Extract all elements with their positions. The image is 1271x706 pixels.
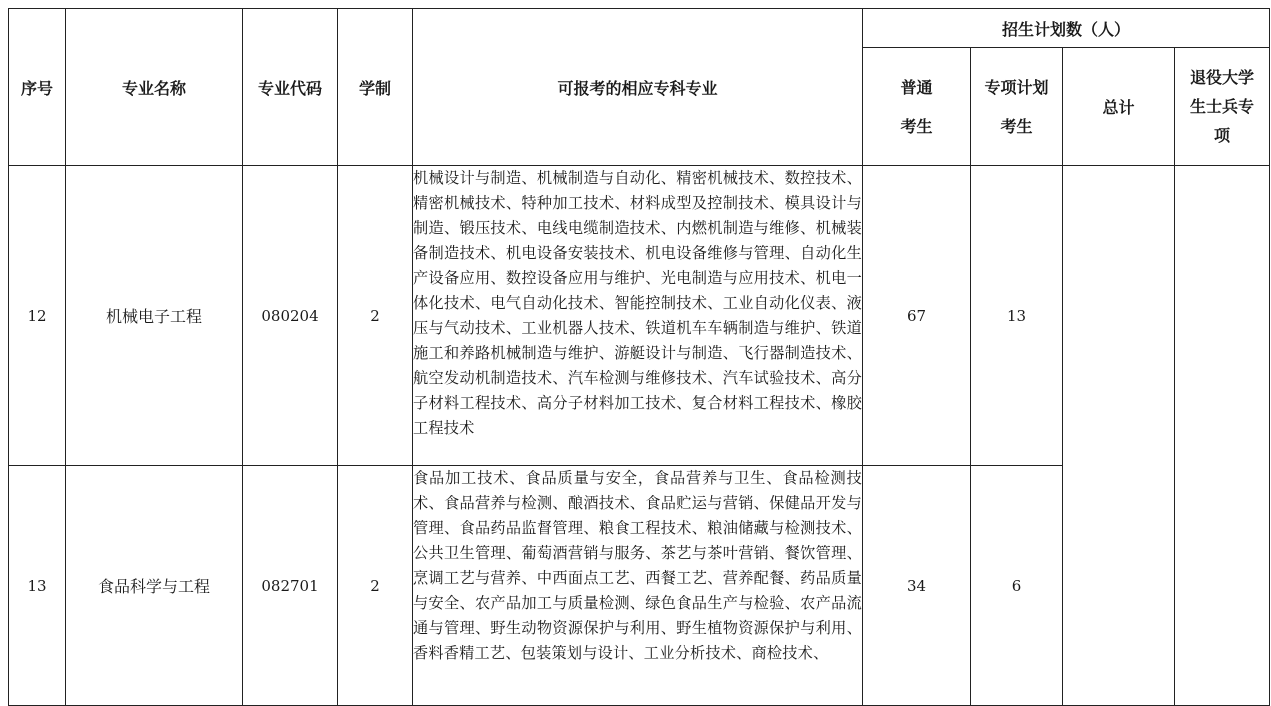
total-cell	[1063, 166, 1175, 706]
header-regular	[863, 48, 971, 166]
row-index: 13	[9, 466, 66, 706]
header-plan-group: 招生计划数（人）	[863, 9, 1270, 48]
header-veteran-line2: 生士兵专	[1190, 97, 1255, 116]
row-eligible-majors: 食品加工技术、食品质量与安全，食品营养与卫生、食品检测技术、食品营养与检测、酿酒技术、食品贮运与营销、保健品开发与管理、食品药品监督管理、粮食工程技术、粮油储藏与检测技术、公共卫生管理、葡萄酒营销与服务、茶艺与茶叶营销、餐饮管理、烹调工艺与营养、中西面点工艺、西餐工艺、营养配餐、药品质量与安全、农产品加工与质量检测、绿色食品生产与检验、农产品流通与管理、野生动物资源保护与利用、野生植物资源保护与利用、香料香精工艺、包装策划与设计、工业分析技术、商检技术、	[413, 466, 863, 706]
table-row	[9, 166, 1270, 466]
row-major-name: 食品科学与工程	[66, 466, 243, 706]
header-major-name: 专业名称	[66, 9, 243, 166]
header-eligible-majors: 可报考的相应专科专业	[413, 9, 863, 166]
row-duration: 2	[338, 166, 413, 466]
header-duration: 学制	[338, 9, 413, 166]
row-eligible-majors: 机械设计与制造、机械制造与自动化、精密机械技术、数控技术、精密机械技术、特种加工技术、材料成型及控制技术、模具设计与制造、锻压技术、电线电缆制造技术、内燃机制造与维修、机械装备制造技术、机电设备安装技术、机电设备维修与管理、自动化生产设备应用、数控设备应用与维护、光电制造与应用技术、机电一体化技术、电气自动化技术、智能控制技术、工业自动化仪表、液压与气动技术、工业机器人技术、铁道机车车辆制造与维护、铁道施工和养路机械制造与维护、游艇设计与制造、飞行器制造技术、航空发动机制造技术、汽车检测与维修技术、汽车试验技术、高分子材料工程技术、高分子材料加工技术、复合材料工程技术、橡胶工程技术	[413, 166, 863, 466]
header-veteran-line1: 退役大学	[1190, 68, 1255, 87]
row-regular-count: 34	[863, 466, 971, 706]
row-special-count: 6	[971, 466, 1063, 706]
row-special-count: 13	[971, 166, 1063, 466]
veteran-cell	[1175, 166, 1270, 706]
header-special-line2: 考生	[1000, 116, 1033, 136]
row-duration: 2	[338, 466, 413, 706]
enrollment-plan-table	[8, 8, 1270, 706]
header-special-line1: 专项计划	[984, 77, 1049, 97]
header-special	[971, 48, 1063, 166]
row-major-code: 082701	[243, 466, 338, 706]
row-major-name: 机械电子工程	[66, 166, 243, 466]
header-index: 序号	[9, 9, 66, 166]
header-major-code: 专业代码	[243, 9, 338, 166]
header-veteran-line3: 项	[1214, 126, 1231, 145]
header-regular-line1: 普通	[900, 77, 933, 97]
row-major-code: 080204	[243, 166, 338, 466]
header-veteran	[1175, 48, 1270, 166]
header-total: 总计	[1063, 48, 1175, 166]
header-regular-line2: 考生	[900, 116, 933, 136]
row-index: 12	[9, 166, 66, 466]
row-regular-count: 67	[863, 166, 971, 466]
